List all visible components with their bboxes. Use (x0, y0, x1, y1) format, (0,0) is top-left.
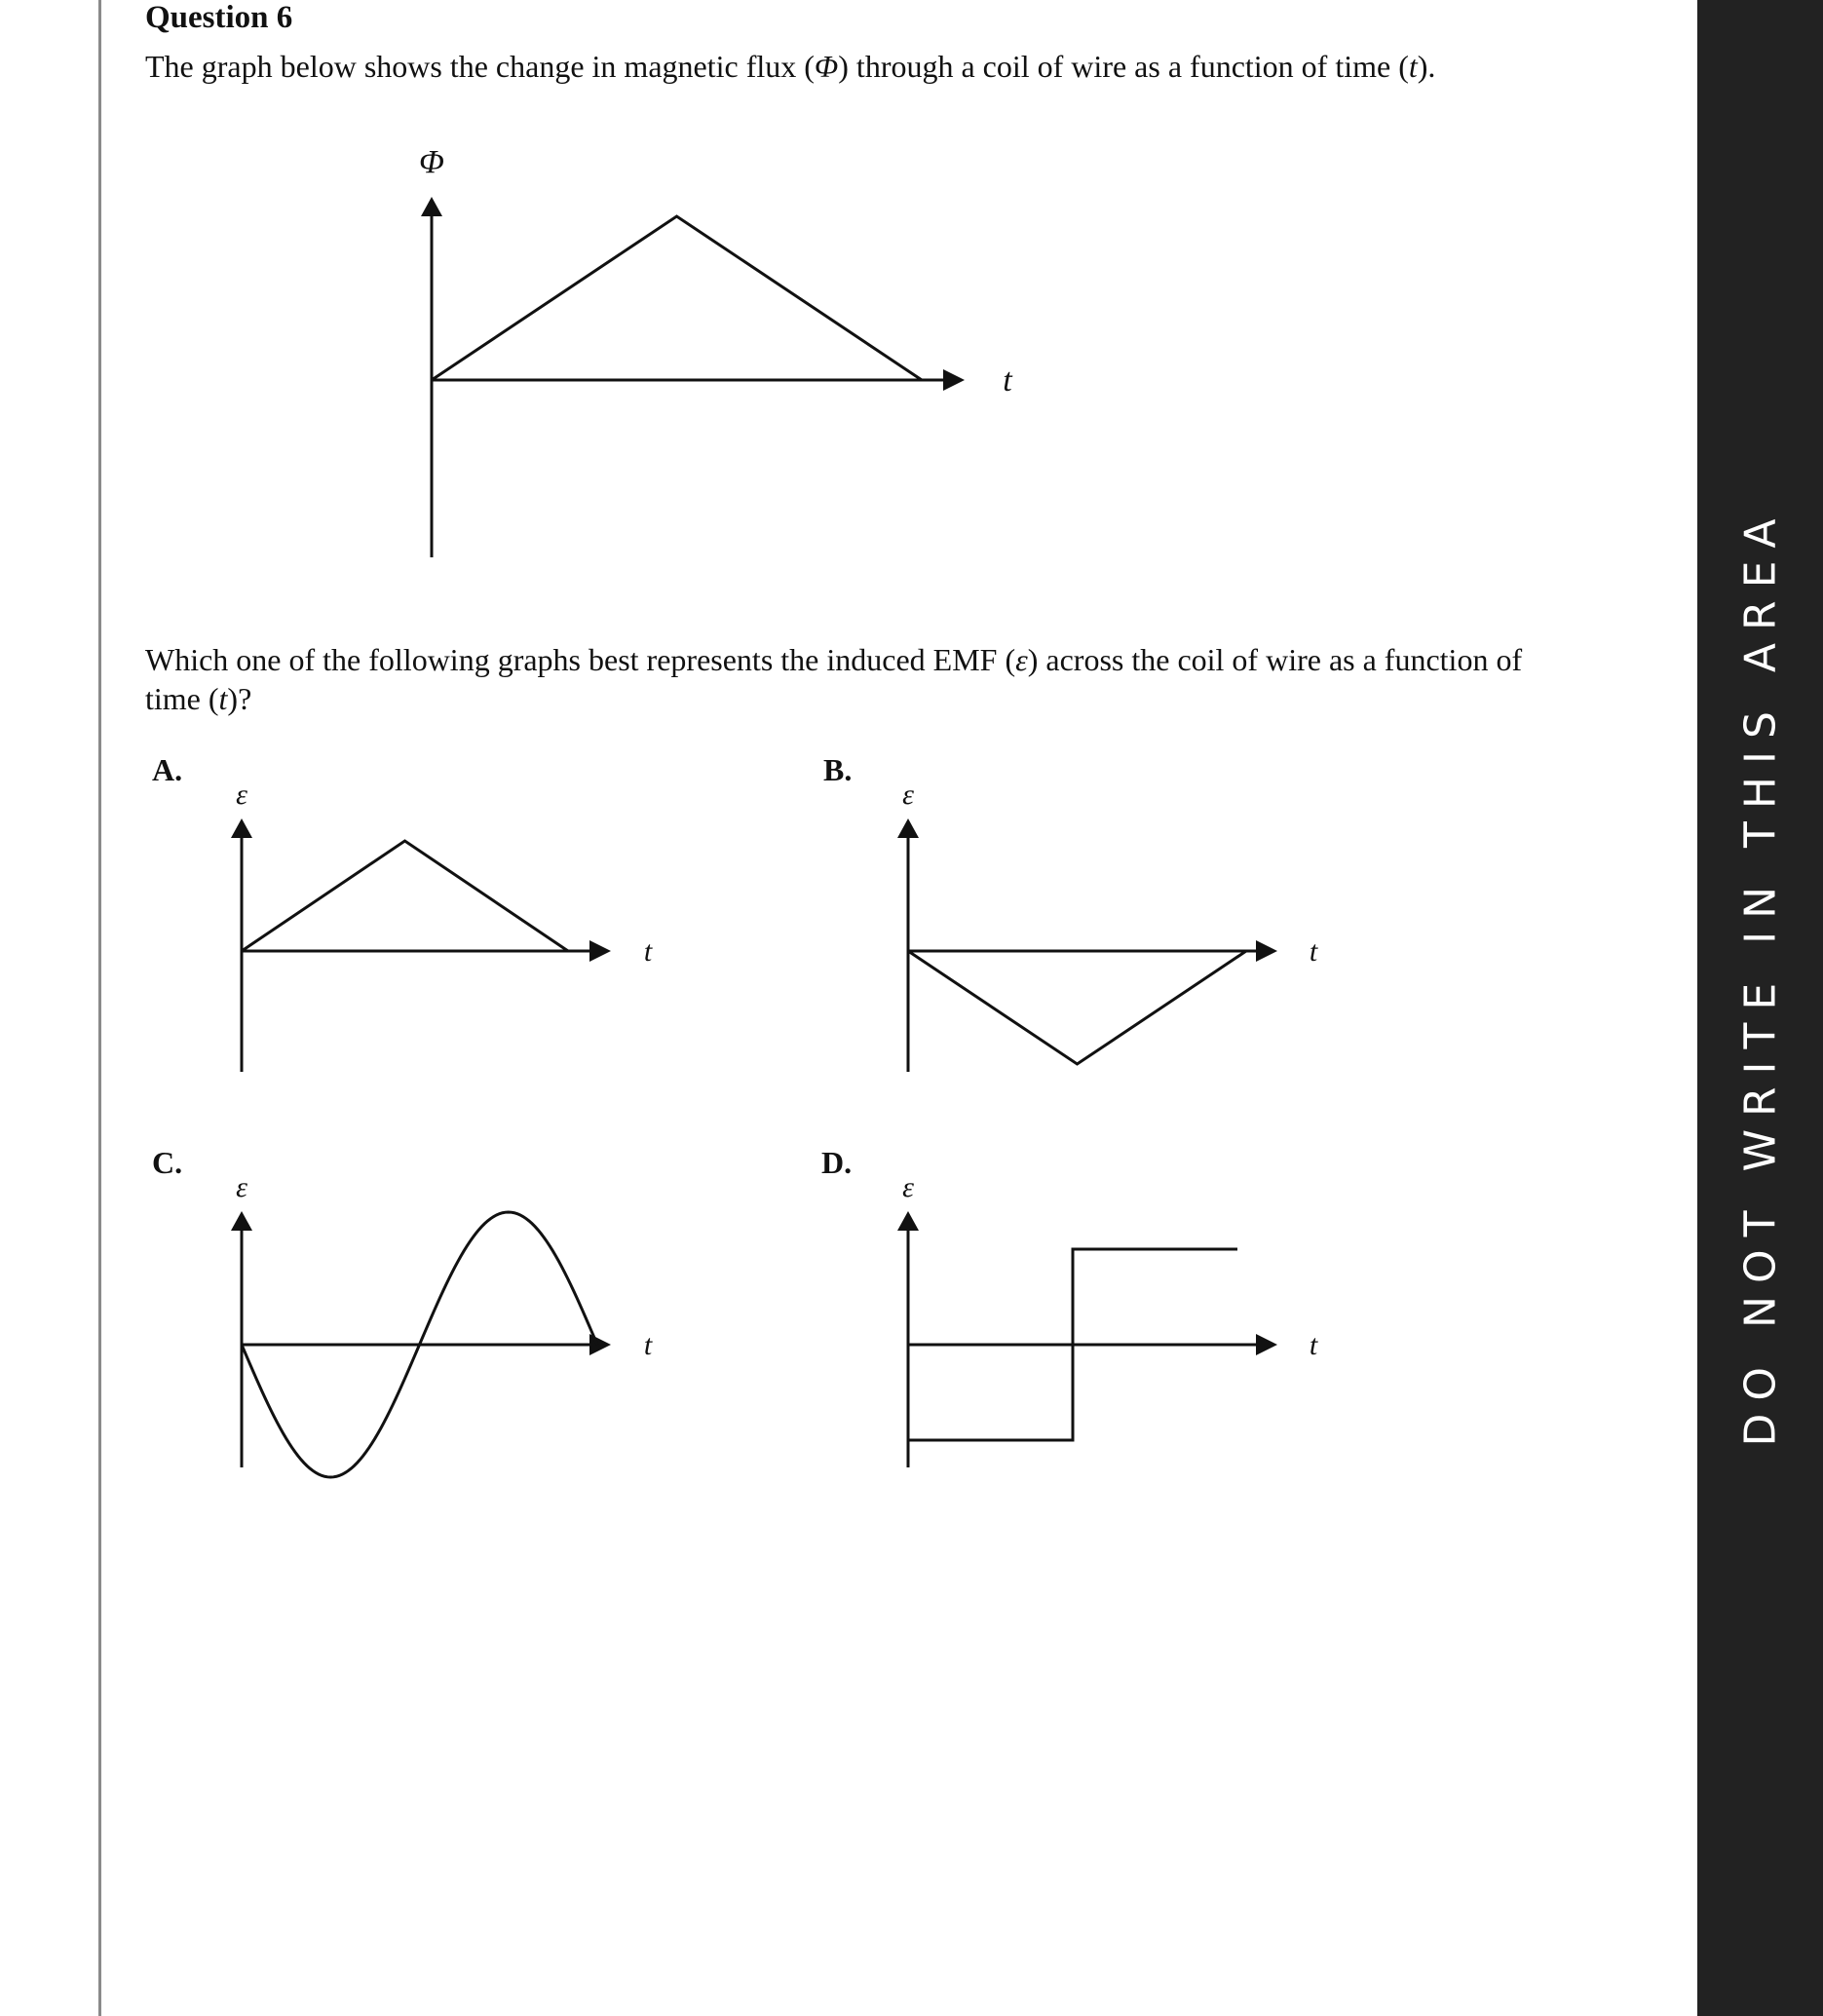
x-axis-label: t (1309, 935, 1318, 968)
option-c-label: C. (152, 1145, 183, 1180)
x-axis-label: t (643, 935, 653, 968)
question-intro: The graph below shows the change in magnetic flux (Φ) through a coil of wire as a function of time (t). (145, 49, 1436, 84)
y-axis-arrow (897, 1211, 919, 1231)
option-b-graph (897, 779, 1318, 1072)
y-axis-arrow (231, 818, 252, 838)
option-c-graph (231, 1171, 653, 1477)
option-d-label: D. (821, 1145, 853, 1180)
x-axis-arrow (1256, 1334, 1277, 1355)
question-prompt: Which one of the following graphs best represents the induced EMF (ε) across the coil of wire as a function of time (t)? (145, 642, 1523, 716)
question-title: Question 6 (145, 0, 293, 35)
y-axis-label: ε (236, 1171, 247, 1203)
y-axis-arrow (231, 1211, 252, 1231)
option-d-graph (897, 1171, 1318, 1467)
x-axis-arrow (1256, 940, 1277, 962)
y-axis-label: ε (236, 779, 247, 811)
x-axis-label: t (1003, 362, 1012, 399)
data-series-line (908, 951, 1246, 1064)
option-a-graph (231, 779, 653, 1072)
y-axis-label: Φ (419, 144, 444, 180)
do-not-write-text: DO NOT WRITE IN THIS AREA (1735, 506, 1786, 1447)
y-axis-arrow (897, 818, 919, 838)
y-axis-label: ε (902, 779, 914, 811)
x-axis-label: t (643, 1329, 653, 1361)
data-series-line (242, 841, 568, 951)
x-axis-label: t (1309, 1329, 1318, 1361)
y-axis-label: ε (902, 1171, 914, 1203)
x-axis-arrow (589, 940, 611, 962)
option-b-label: B. (823, 752, 853, 787)
option-a-label: A. (152, 752, 183, 787)
